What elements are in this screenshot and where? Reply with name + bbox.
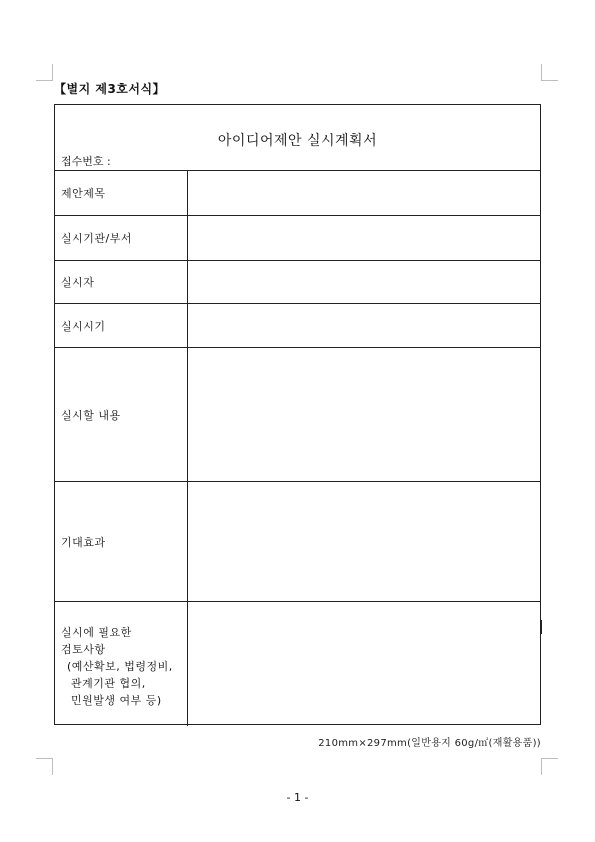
expected-effect-field[interactable] (188, 482, 540, 601)
proposal-title-field[interactable] (188, 171, 540, 215)
row-label (55, 602, 188, 726)
row-label: 제안제목 (55, 171, 188, 215)
row-label: 실시기관/부서 (55, 216, 188, 260)
row-proposal-title (55, 171, 540, 216)
proposal-plan-form (54, 104, 541, 725)
row-agency-department (55, 216, 540, 261)
review-label-line-1: 실시에 필요한 (61, 626, 132, 639)
review-label-line-4: 관계기관 협의, (71, 677, 146, 690)
row-implementer (55, 261, 540, 304)
agency-department-field[interactable] (188, 216, 540, 260)
crop-mark-top-left (36, 64, 53, 81)
row-label: 실시시기 (55, 304, 188, 347)
implementer-field[interactable] (188, 261, 540, 303)
implementation-period-field[interactable] (188, 304, 540, 347)
title-row (55, 105, 540, 171)
review-label-line-3: (예산확보, 법령정비, (67, 660, 173, 673)
receipt-number-label: 접수번호 : (61, 155, 111, 168)
row-expected-effect (55, 482, 540, 602)
row-label: 실시할 내용 (55, 348, 188, 481)
review-label-line-5: 민원발생 여부 등) (71, 694, 162, 707)
implementation-content-field[interactable] (188, 348, 540, 481)
row-implementation-period (55, 304, 540, 348)
row-implementation-content (55, 348, 540, 482)
row-label: 실시자 (55, 261, 188, 303)
form-number-label: 【별지 제3호서식】 (54, 82, 166, 96)
crop-mark-bottom-left (36, 758, 53, 775)
review-items-field[interactable] (188, 602, 540, 726)
crop-mark-bottom-right (541, 758, 558, 775)
crop-mark-top-right (541, 64, 558, 81)
row-review-items (55, 602, 540, 726)
paper-spec: 210mm×297mm(일반용지 60g/㎡(재활용품)) (318, 738, 541, 749)
review-label-line-2: 검토사항 (61, 643, 106, 656)
row-label: 기대효과 (55, 482, 188, 601)
document-title: 아이디어제안 실시계획서 (217, 133, 378, 149)
page-number: - 1 - (286, 791, 309, 804)
text-cursor (541, 620, 542, 634)
